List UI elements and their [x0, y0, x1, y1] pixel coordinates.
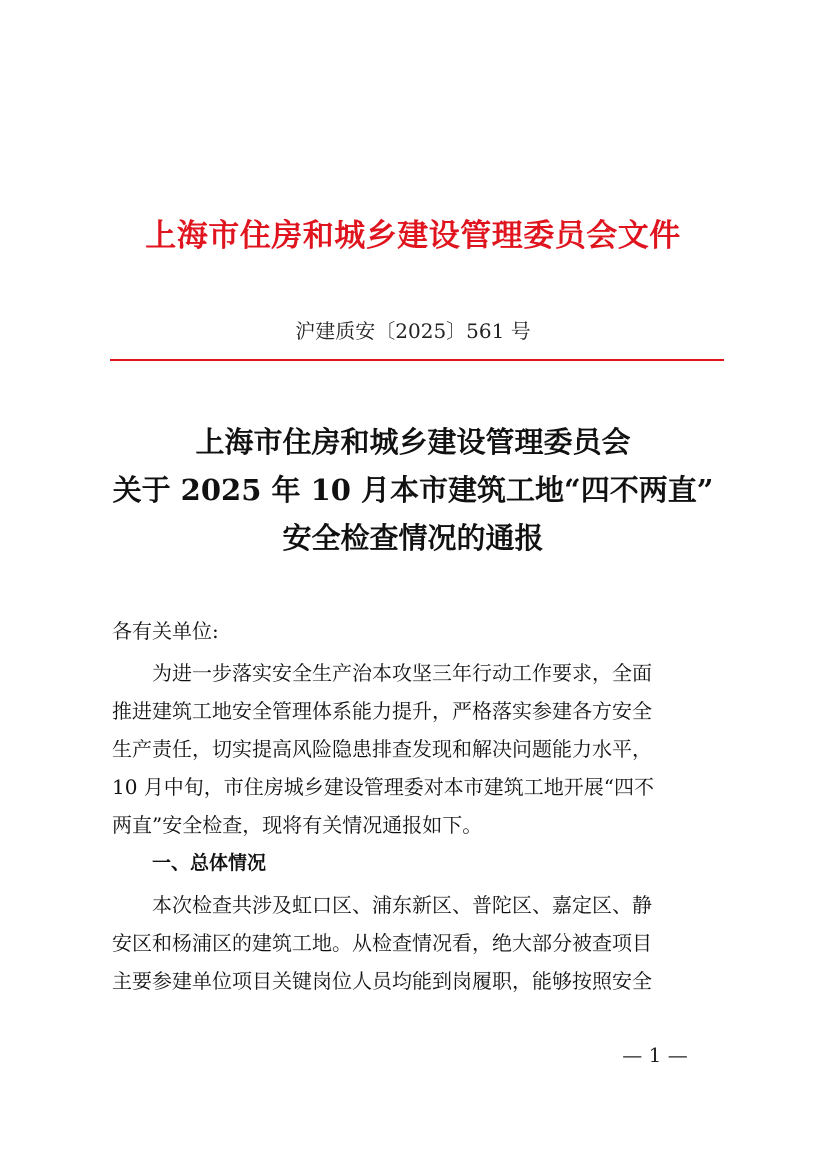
paragraph-line: 本次检查共涉及虹口区、浦东新区、普陀区、嘉定区、静 — [152, 893, 652, 917]
document-title — [0, 418, 826, 562]
salutation: 各有关单位: — [112, 619, 219, 643]
paragraph-line: 生产责任，切实提高风险隐患排查发现和解决问题能力水平， — [112, 737, 652, 761]
masthead: 上海市住房和城乡建设管理委员会文件 — [145, 218, 681, 254]
paragraph-line: 两直”安全检查，现将有关情况通报如下。 — [112, 813, 483, 837]
paragraph-line: 10 月中旬，市住房城乡建设管理委对本市建筑工地开展“四不 — [112, 775, 655, 799]
paragraph-line: 为进一步落实安全生产治本攻坚三年行动工作要求，全面 — [152, 661, 652, 685]
red-divider-rule — [110, 359, 724, 361]
paragraph-intro — [112, 654, 716, 844]
section-heading-overview: 一、总体情况 — [152, 852, 267, 874]
title-line-1: 上海市住房和城乡建设管理委员会 — [195, 425, 631, 459]
page-number: — 1 — — [622, 1043, 688, 1067]
title-line-2: 关于 2025 年 10 月本市建筑工地“四不两直” — [112, 473, 714, 507]
paragraph-line: 安区和杨浦区的建筑工地。从检查情况看，绝大部分被查项目 — [112, 931, 652, 955]
paragraph-line: 推进建筑工地安全管理体系能力提升，严格落实参建各方安全 — [112, 699, 652, 723]
paragraph-overview — [112, 886, 716, 1000]
document-number: 沪建质安〔2025〕561 号 — [295, 319, 531, 343]
paragraph-line: 主要参建单位项目关键岗位人员均能到岗履职，能够按照安全 — [112, 969, 652, 993]
title-line-3: 安全检查情况的通报 — [282, 521, 544, 555]
